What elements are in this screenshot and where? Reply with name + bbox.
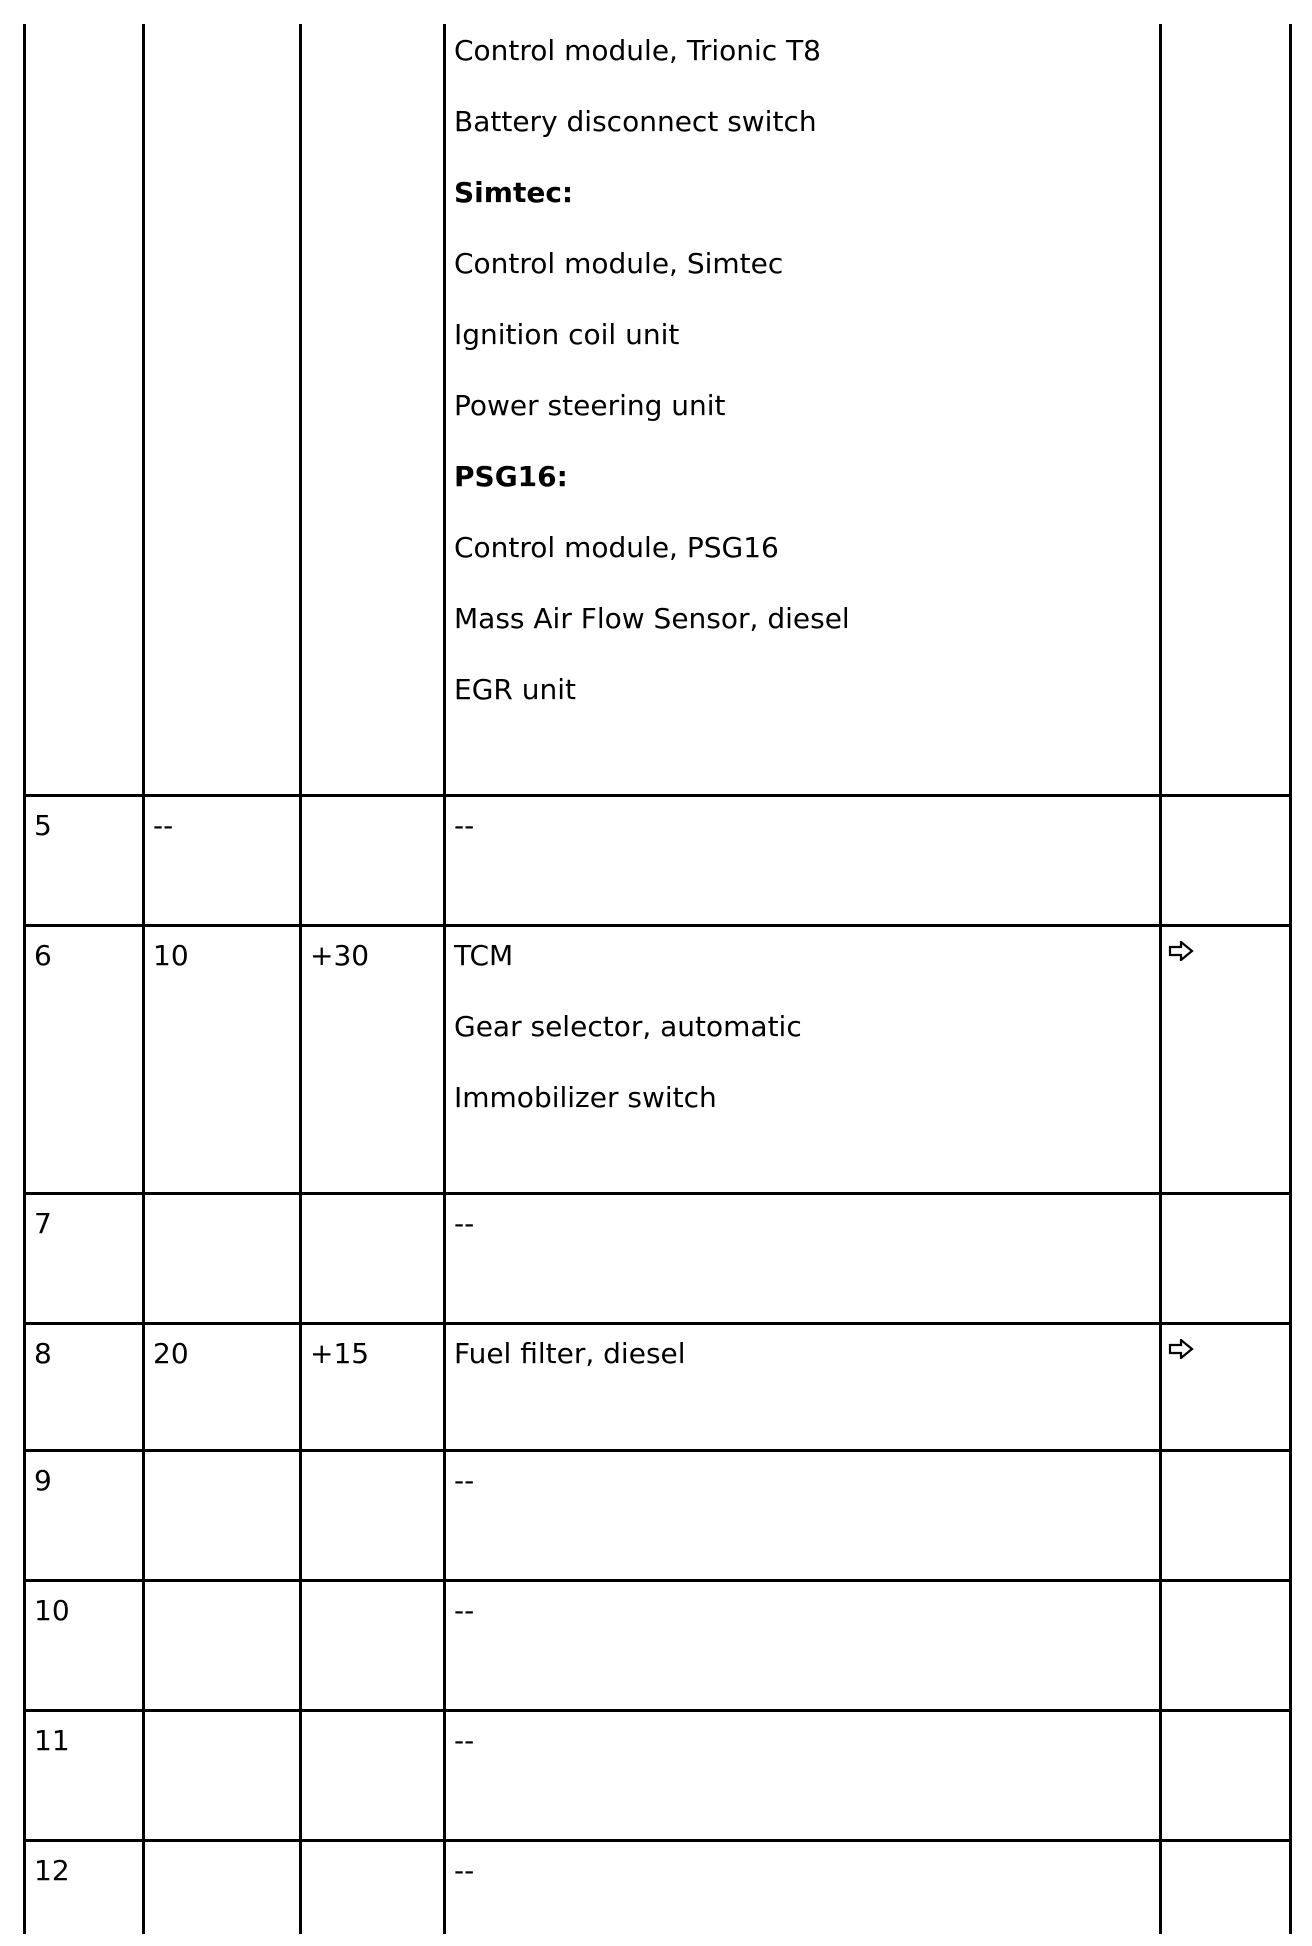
fuse-number: 11 — [34, 1724, 70, 1757]
consumer-item: Mass Air Flow Sensor, diesel — [454, 602, 850, 635]
consumer-item: Fuel filter, diesel — [454, 1337, 686, 1370]
fuse-number: 6 — [34, 939, 52, 972]
right-arrow-icon[interactable] — [1168, 1339, 1194, 1359]
consumer-group-heading: Simtec: — [454, 176, 574, 209]
consumer-group-heading: PSG16: — [454, 460, 568, 493]
fuse-amperage: 20 — [153, 1337, 189, 1370]
consumer-item: Power steering unit — [454, 389, 726, 422]
fuse-amperage: -- — [153, 809, 174, 842]
consumer-item: -- — [454, 1724, 475, 1757]
consumer-item: TCM — [454, 939, 514, 972]
consumer-item: -- — [454, 809, 475, 842]
consumer-item: -- — [454, 1207, 475, 1240]
row-rule — [23, 924, 1292, 927]
consumer-item: Gear selector, automatic — [454, 1010, 802, 1043]
fuse-number: 8 — [34, 1337, 52, 1370]
consumer-item: Immobilizer switch — [454, 1081, 717, 1114]
row-rule — [23, 1192, 1292, 1195]
consumer-item: Control module, Simtec — [454, 247, 784, 280]
row-rule — [23, 1322, 1292, 1325]
column-rule — [443, 24, 446, 1934]
column-rule — [23, 24, 26, 1934]
consumer-item: -- — [454, 1854, 475, 1887]
column-rule — [142, 24, 145, 1934]
row-rule — [23, 794, 1292, 797]
consumer-item: Ignition coil unit — [454, 318, 680, 351]
supply-terminal: +30 — [310, 939, 370, 972]
consumer-item: Battery disconnect switch — [454, 105, 817, 138]
fuse-number: 9 — [34, 1464, 52, 1497]
row-rule — [23, 1709, 1292, 1712]
consumer-item: -- — [454, 1594, 475, 1627]
supply-terminal: +15 — [310, 1337, 370, 1370]
right-arrow-icon[interactable] — [1168, 941, 1194, 961]
column-rule — [1289, 24, 1292, 1934]
row-rule — [23, 1449, 1292, 1452]
column-rule — [1159, 24, 1162, 1934]
consumer-item: -- — [454, 1464, 475, 1497]
row-rule — [23, 1579, 1292, 1582]
fuse-number: 10 — [34, 1594, 70, 1627]
fuse-number: 12 — [34, 1854, 70, 1887]
fuse-amperage: 10 — [153, 939, 189, 972]
fuse-number: 7 — [34, 1207, 52, 1240]
consumer-item: Control module, Trionic T8 — [454, 34, 821, 67]
consumer-item: EGR unit — [454, 673, 576, 706]
consumer-item: Control module, PSG16 — [454, 531, 779, 564]
row-rule — [23, 1839, 1292, 1842]
column-rule — [299, 24, 302, 1934]
fuse-number: 5 — [34, 809, 52, 842]
